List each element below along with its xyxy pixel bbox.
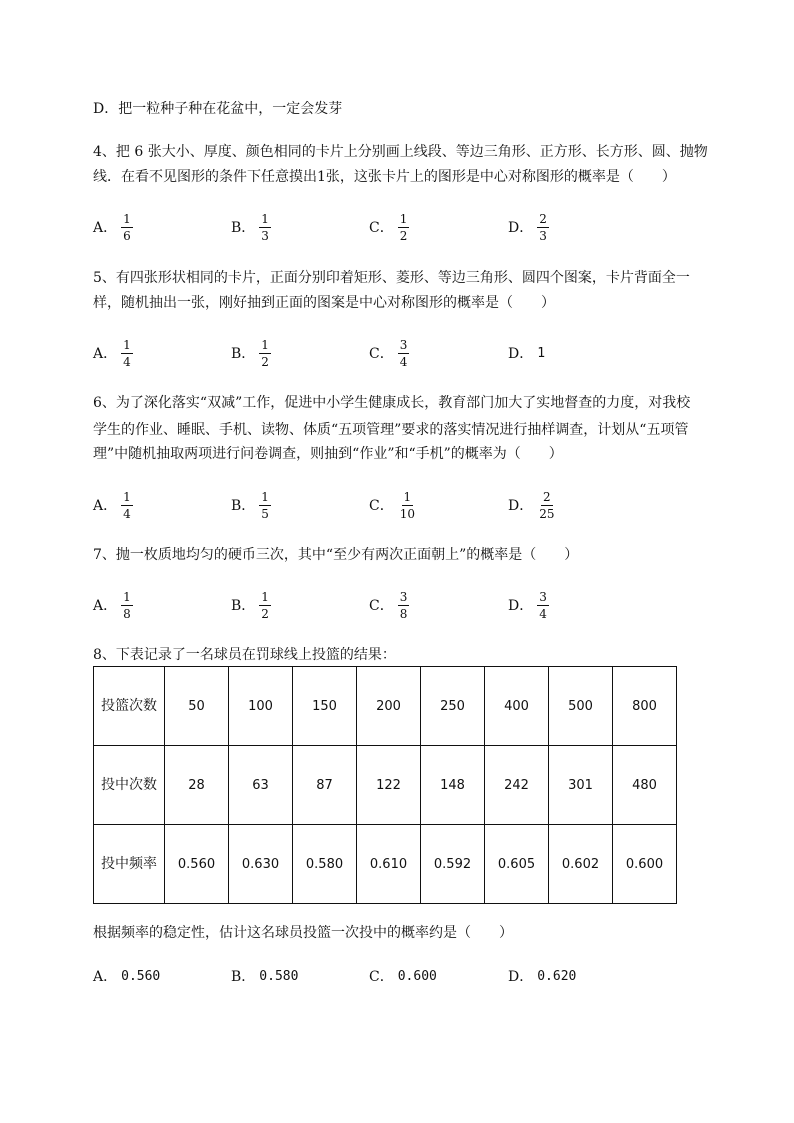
option-d	[508, 335, 545, 371]
numerator: 1	[261, 489, 269, 504]
numerator: 2	[543, 489, 551, 504]
q5-text-line2: 样，随机抽出一张，刚好抽到正面的图案是中心对称图形的概率是（ ）	[93, 295, 555, 311]
option-b	[231, 209, 271, 245]
denominator: 4	[123, 354, 131, 369]
option-label: B．	[231, 969, 256, 985]
option-b	[231, 335, 271, 371]
option-label: B．	[231, 346, 256, 362]
option-label: C．	[369, 598, 394, 614]
table-cell: 250	[421, 667, 485, 746]
option-label: D．	[508, 498, 534, 514]
option-d	[508, 587, 549, 623]
q4-text-line2: 线．在看不见图形的条件下任意摸出1张，这张卡片上的图形是中心对称图形的概率是（ ）	[93, 169, 676, 185]
option-value: 0.580	[259, 968, 299, 984]
q5-text-line1: 5、有四张形状相同的卡片，正面分别印着矩形、菱形、等边三角形、圆四个图案，卡片背面全一	[93, 270, 690, 286]
q6-text-line2: 学生的作业、睡眠、手机、读物、体质“五项管理”要求的落实情况进行抽样调查，计划从“五项管	[93, 422, 689, 438]
option-c	[369, 335, 409, 371]
option-c	[369, 209, 409, 245]
option-c	[369, 958, 437, 994]
denominator: 4	[123, 506, 131, 521]
table-cell: 150	[293, 667, 357, 746]
table-cell: 301	[549, 746, 613, 825]
option-a	[93, 487, 133, 523]
numerator: 1	[403, 489, 412, 504]
fraction	[537, 212, 549, 243]
option-d	[508, 958, 576, 994]
table-cell: 50	[165, 667, 229, 746]
option-label: C．	[369, 346, 394, 362]
option-label: D．	[508, 969, 534, 985]
table-cell: 28	[165, 746, 229, 825]
q7-text-line1: 7、抛一枚质地均匀的硬币三次，其中“至少有两次正面朝上”的概率是（ ）	[93, 547, 579, 563]
numerator: 1	[261, 337, 269, 352]
table-cell: 0.592	[421, 825, 485, 904]
table-row	[94, 746, 677, 825]
option-d	[508, 209, 549, 245]
table-cell: 122	[357, 746, 421, 825]
fraction	[259, 338, 271, 369]
option-label: B．	[231, 220, 256, 236]
numerator: 1	[123, 489, 131, 504]
option-label: A．	[93, 969, 118, 985]
option-b	[231, 487, 271, 523]
numerator: 1	[261, 211, 269, 226]
table-cell: 0.605	[485, 825, 549, 904]
fraction	[121, 490, 133, 521]
fraction	[398, 338, 410, 369]
fraction	[537, 490, 556, 521]
table-cell: 480	[613, 746, 677, 825]
option-c	[369, 487, 417, 523]
q3-option-d: D．把一粒种子种在花盆中，一定会发芽	[93, 101, 343, 117]
denominator: 10	[399, 506, 415, 521]
option-label: D．	[508, 220, 534, 236]
q4-text-line1: 4、把 6 张大小、厚度、颜色相同的卡片上分别画上线段、等边三角形、正方形、长方形、圆、抛物	[93, 144, 708, 160]
denominator: 2	[261, 606, 269, 621]
fraction	[121, 338, 133, 369]
numerator: 2	[539, 211, 547, 226]
numerator: 3	[399, 589, 408, 604]
numerator: 1	[123, 337, 131, 352]
row-header: 投中频率	[94, 825, 165, 904]
table-row	[94, 825, 677, 904]
option-a	[93, 209, 133, 245]
option-a	[93, 958, 160, 994]
option-a	[93, 335, 133, 371]
fraction	[398, 212, 410, 243]
fraction	[537, 590, 549, 621]
option-b	[231, 587, 271, 623]
table-cell: 200	[357, 667, 421, 746]
numerator: 1	[123, 211, 131, 226]
numerator: 3	[539, 589, 547, 604]
numerator: 1	[261, 589, 269, 604]
denominator: 3	[261, 228, 269, 243]
numerator: 1	[123, 589, 131, 604]
table-cell: 63	[229, 746, 293, 825]
option-label: A．	[93, 498, 118, 514]
numerator: 3	[399, 337, 408, 352]
option-b	[231, 958, 298, 994]
table-cell: 800	[613, 667, 677, 746]
option-label: A．	[93, 220, 118, 236]
table-cell: 0.560	[165, 825, 229, 904]
option-value: 1	[537, 345, 546, 361]
denominator: 2	[399, 228, 408, 243]
option-label: C．	[369, 498, 394, 514]
numerator: 1	[399, 211, 408, 226]
option-label: B．	[231, 598, 256, 614]
table-cell: 148	[421, 746, 485, 825]
denominator: 2	[261, 354, 269, 369]
option-a	[93, 587, 133, 623]
table-cell: 0.602	[549, 825, 613, 904]
option-label: D．	[508, 598, 534, 614]
option-value: 0.600	[397, 968, 437, 984]
denominator: 3	[539, 228, 547, 243]
q8-text-line1: 8、下表记录了一名球员在罚球线上投篮的结果：	[93, 647, 396, 663]
q6-text-line3: 理”中随机抽取两项进行问卷调查，则抽到“作业”和“手机”的概率为（ ）	[93, 446, 563, 462]
denominator: 4	[539, 606, 547, 621]
table-cell: 100	[229, 667, 293, 746]
table-cell: 0.610	[357, 825, 421, 904]
fraction	[259, 490, 271, 521]
row-header: 投篮次数	[94, 667, 165, 746]
denominator: 25	[539, 506, 555, 521]
denominator: 8	[123, 606, 131, 621]
table-cell: 0.600	[613, 825, 677, 904]
option-label: C．	[369, 969, 394, 985]
option-label: A．	[93, 346, 118, 362]
table-cell: 400	[485, 667, 549, 746]
fraction	[121, 212, 133, 243]
q6-text-line1: 6、为了深化落实“双减”工作，促进中小学生健康成长，教育部门加大了实地督查的力度，对我校	[93, 395, 691, 411]
fraction	[398, 590, 410, 621]
option-d	[508, 487, 557, 523]
denominator: 4	[399, 354, 408, 369]
option-value: 0.560	[121, 968, 161, 984]
table-cell: 0.630	[229, 825, 293, 904]
option-c	[369, 587, 409, 623]
fraction	[259, 212, 271, 243]
row-header: 投中次数	[94, 746, 165, 825]
table-row	[94, 667, 677, 746]
option-label: C．	[369, 220, 394, 236]
table-cell: 0.580	[293, 825, 357, 904]
table-cell: 242	[485, 746, 549, 825]
q8-data-table	[93, 666, 677, 904]
table-cell: 500	[549, 667, 613, 746]
q8-text-line2: 根据频率的稳定性，估计这名球员投篮一次投中的概率约是（ ）	[93, 925, 513, 941]
fraction	[259, 590, 271, 621]
fraction	[121, 590, 133, 621]
denominator: 8	[399, 606, 408, 621]
option-label: B．	[231, 498, 256, 514]
option-value: 0.620	[537, 968, 577, 984]
option-label: D．	[508, 346, 534, 362]
fraction	[398, 490, 417, 521]
table-cell: 87	[293, 746, 357, 825]
option-label: A．	[93, 598, 118, 614]
denominator: 5	[261, 506, 269, 521]
denominator: 6	[123, 228, 131, 243]
